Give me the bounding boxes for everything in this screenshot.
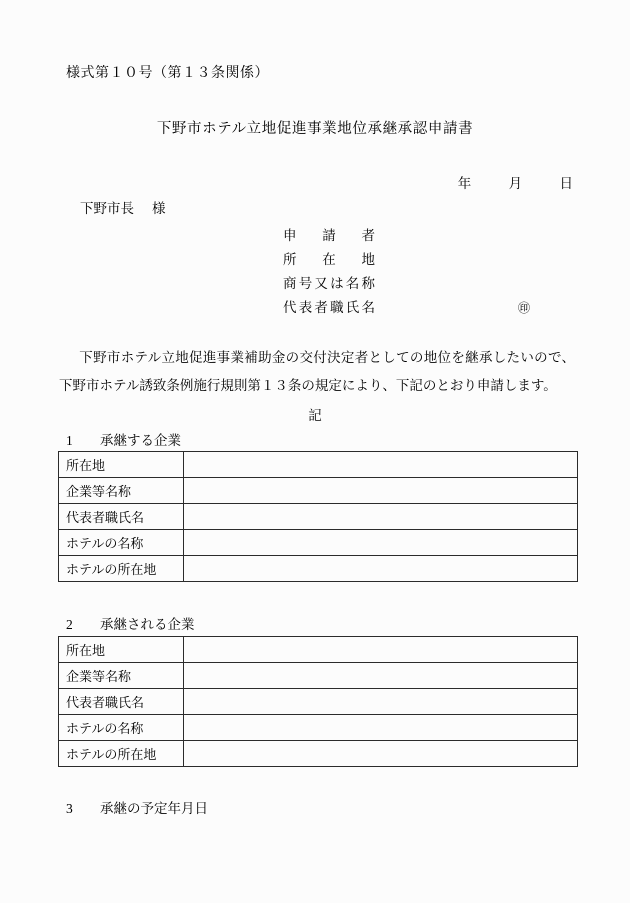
- row-label-company-name: 企業等名称: [59, 663, 184, 689]
- row-value-hotel-address[interactable]: [184, 741, 578, 767]
- row-value-hotel-address[interactable]: [184, 556, 578, 582]
- row-value-company-name[interactable]: [184, 478, 578, 504]
- table-row: [59, 663, 578, 689]
- row-value-company-name[interactable]: [184, 663, 578, 689]
- applicant-row-company-name: [283, 272, 375, 296]
- body-paragraph: [59, 344, 575, 400]
- section-title-3: 承継の予定年月日: [100, 801, 208, 816]
- row-value-representative[interactable]: [184, 504, 578, 530]
- body-line-1: 下野市ホテル立地促進事業補助金の交付決定者としての地位を継承したいので、: [79, 350, 575, 365]
- row-label-company-name: 企業等名称: [59, 478, 184, 504]
- table-inherited-company: [58, 636, 578, 767]
- form-number: 様式第１０号（第１３条関係）: [66, 66, 269, 81]
- row-value-address[interactable]: [184, 637, 578, 663]
- table-inheriting-company: [58, 451, 578, 582]
- section-number-1: 1: [66, 433, 73, 448]
- applicant-label-company-name: 商号又は名称: [283, 276, 375, 291]
- date-month-label: 月: [508, 176, 523, 191]
- applicant-row-applicant: [283, 224, 375, 248]
- table-row: [59, 689, 578, 715]
- addressee: [80, 197, 166, 217]
- document-title: 下野市ホテル立地促進事業地位承継承認申請書: [156, 121, 474, 137]
- ki-marker: 記: [308, 408, 322, 423]
- addressee-honorific: 様: [152, 201, 166, 216]
- section-heading-2: [66, 613, 195, 633]
- applicant-label-representative: 代表者職氏名: [283, 300, 375, 315]
- row-value-representative[interactable]: [184, 689, 578, 715]
- row-value-address[interactable]: [184, 452, 578, 478]
- applicant-label-applicant: 申請者: [283, 228, 375, 243]
- row-label-representative: 代表者職氏名: [59, 504, 184, 530]
- section-title-2: 承継される企業: [100, 617, 195, 632]
- section-number-3: 3: [66, 801, 73, 816]
- table-row: [59, 637, 578, 663]
- table-row: [59, 478, 578, 504]
- row-label-hotel-name: ホテルの名称: [59, 530, 184, 556]
- applicant-row-address: [283, 248, 375, 272]
- table-row: [59, 452, 578, 478]
- table-row: [59, 715, 578, 741]
- body-line-2: 下野市ホテル誘致条例施行規則第１３条の規定により、下記のとおり申請します。: [59, 378, 557, 393]
- section-title-1: 承継する企業: [100, 433, 181, 448]
- row-label-hotel-name: ホテルの名称: [59, 715, 184, 741]
- date-day-label: 日: [559, 176, 573, 191]
- applicant-label-address: 所在地: [283, 252, 375, 267]
- addressee-name: 下野市長: [80, 201, 134, 216]
- row-label-address: 所在地: [59, 452, 184, 478]
- row-label-hotel-address: ホテルの所在地: [59, 741, 184, 767]
- section-number-2: 2: [66, 617, 73, 632]
- table-row: [59, 530, 578, 556]
- applicant-block: [283, 224, 531, 320]
- row-value-hotel-name[interactable]: [184, 530, 578, 556]
- seal-stamp-icon: ㊞: [518, 301, 531, 315]
- section-heading-1: [66, 429, 181, 449]
- row-label-representative: 代表者職氏名: [59, 689, 184, 715]
- applicant-row-representative: [283, 296, 531, 320]
- row-label-address: 所在地: [59, 637, 184, 663]
- date-line: [458, 172, 573, 192]
- table-row: [59, 504, 578, 530]
- table-row: [59, 556, 578, 582]
- date-year-label: 年: [457, 176, 472, 191]
- table-row: [59, 741, 578, 767]
- section-heading-3: [66, 797, 208, 817]
- row-label-hotel-address: ホテルの所在地: [59, 556, 184, 582]
- row-value-hotel-name[interactable]: [184, 715, 578, 741]
